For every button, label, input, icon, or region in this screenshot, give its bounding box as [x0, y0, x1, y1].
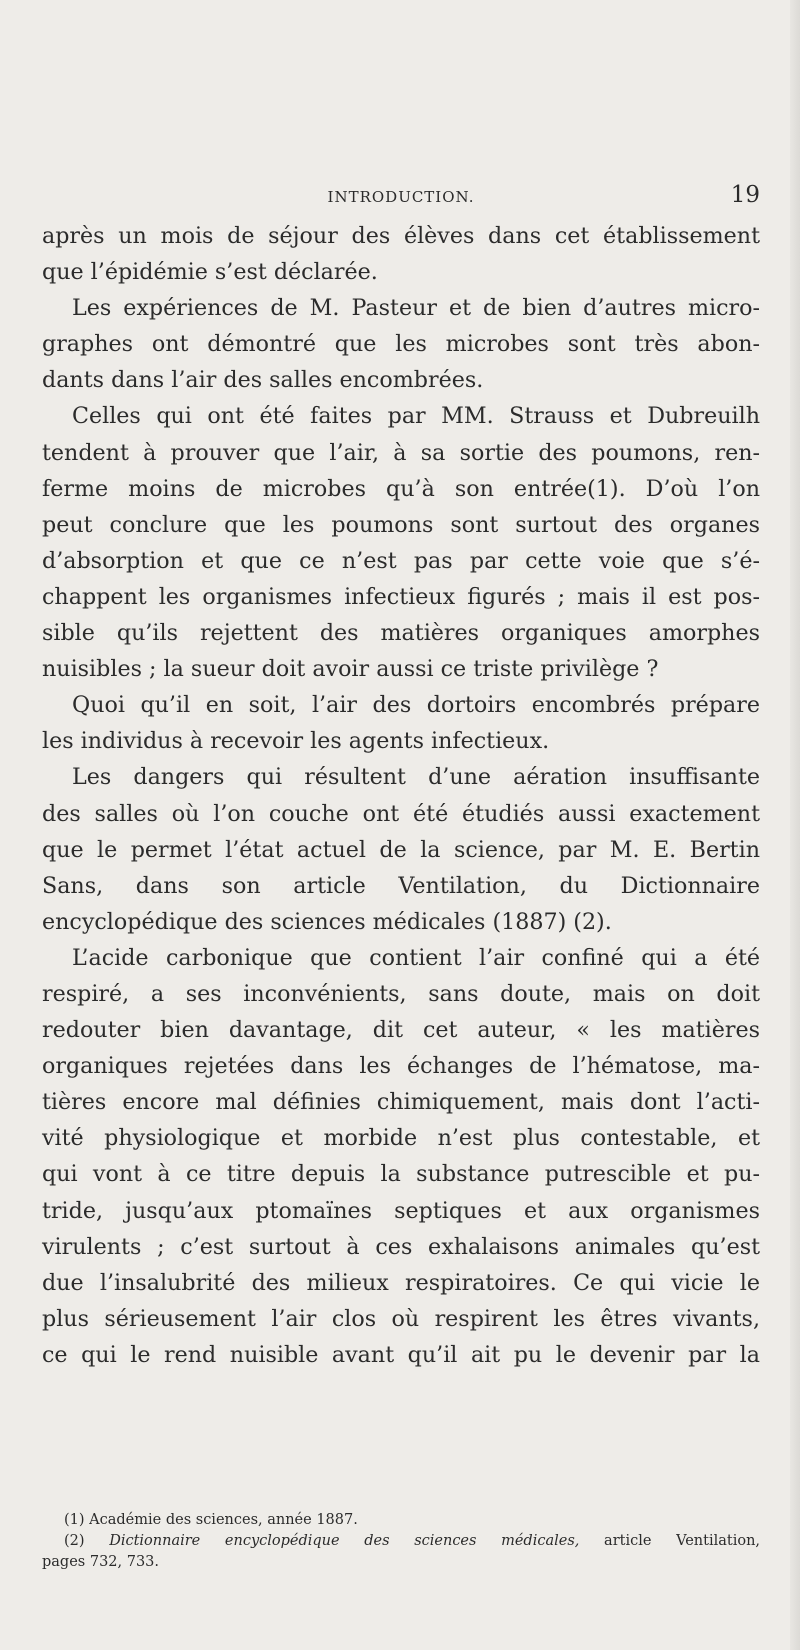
text-line: organiques rejetées dans les échanges de l’hématose, ma- [42, 1053, 760, 1080]
text-line: tride, jusqu’aux ptomaïnes septiques et aux organismes [42, 1197, 760, 1224]
footnote-marker: (1) [64, 1512, 85, 1528]
text-line: que le permet l’état actuel de la science, par M. E. Bertin [42, 836, 760, 863]
text-line: Celles qui ont été faites par MM. Strauss et Dubreuilh [72, 403, 760, 430]
paragraph [42, 940, 760, 1373]
text-line: tières encore mal définies chimiquement, mais dont l’acti- [42, 1089, 760, 1116]
text-line: ce qui le rend nuisible avant qu’il ait pu le devenir par la [42, 1341, 760, 1368]
paragraph [42, 759, 760, 939]
text-line: respiré, a ses inconvénients, sans doute, mais on doit [42, 980, 760, 1007]
text-line: peut conclure que les poumons sont surtout des organes [42, 511, 760, 538]
running-title: INTRODUCTION. [327, 188, 475, 206]
text-line: encyclopédique des sciences médicales (1887) (2). [42, 908, 612, 935]
footnote-text: Académie des sciences, année 1887. [89, 1512, 358, 1528]
text-line: Les dangers qui résultent d’une aération insuffisante [72, 764, 760, 791]
paragraph [42, 398, 760, 687]
text-line: des salles où l’on couche ont été étudiés aussi exactement [42, 800, 760, 827]
text-line: nuisibles ; la sueur doit avoir aussi ce triste privilège ? [42, 656, 659, 683]
text-line: les individus à recevoir les agents infectieux. [42, 728, 550, 755]
footnote-text: article Ventilation, [604, 1533, 761, 1549]
page-header [42, 182, 760, 212]
text-line: chappent les organismes infectieux figurés ; mais il est pos- [42, 583, 760, 610]
text-line: vité physiologique et morbide n’est plus contestable, et [42, 1125, 760, 1152]
footnote-line [42, 1531, 760, 1552]
text-line: sible qu’ils rejettent des matières organiques amorphes [42, 620, 760, 647]
text-line: Sans, dans son article Ventilation, du Dictionnaire [42, 872, 760, 899]
paragraph [42, 687, 760, 759]
paragraph [42, 290, 760, 398]
paragraph [42, 218, 760, 290]
body-text [42, 218, 760, 1373]
text-line: Quoi qu’il en soit, l’air des dortoirs encombrés prépare [72, 692, 760, 719]
text-line: plus sérieusement l’air clos où respirent les êtres vivants, [42, 1305, 760, 1332]
text-line: que l’épidémie s’est déclarée. [42, 259, 378, 286]
footnote-continuation: pages 732, 733. [42, 1554, 160, 1570]
footnote-italic-title: Dictionnaire encyclopédique des sciences médicales, [109, 1533, 580, 1549]
text-line: dants dans l’air des salles encombrées. [42, 367, 484, 394]
text-line: ferme moins de microbes qu’à son entrée(1). D’où l’on [42, 475, 760, 502]
text-line: redouter bien davantage, dit cet auteur, « les matières [42, 1017, 760, 1044]
footnote-1 [42, 1510, 760, 1531]
text-line: due l’insalubrité des milieux respiratoires. Ce qui vicie le [42, 1269, 760, 1296]
footnote-2 [42, 1531, 760, 1573]
text-line: L’acide carbonique que contient l’air confiné qui a été [72, 944, 760, 971]
text-line: après un mois de séjour des élèves dans cet établissement [42, 223, 760, 249]
text-line: virulents ; c’est surtout à ces exhalaisons animales qu’est [42, 1233, 760, 1260]
text-line: Les expériences de M. Pasteur et de bien d’autres micro- [72, 295, 760, 322]
footnotes [42, 1510, 760, 1573]
text-line: qui vont à ce titre depuis la substance putrescible et pu- [42, 1161, 760, 1188]
footnote-line [42, 1510, 760, 1531]
text-line: d’absorption et que ce n’est pas par cette voie que s’é- [42, 547, 760, 574]
footnote-marker: (2) [64, 1533, 85, 1549]
text-line: graphes ont démontré que les microbes sont très abon- [42, 331, 760, 358]
page-number: 19 [730, 182, 760, 208]
page-edge [790, 0, 800, 1650]
text-line: tendent à prouver que l’air, à sa sortie des poumons, ren- [42, 439, 760, 466]
